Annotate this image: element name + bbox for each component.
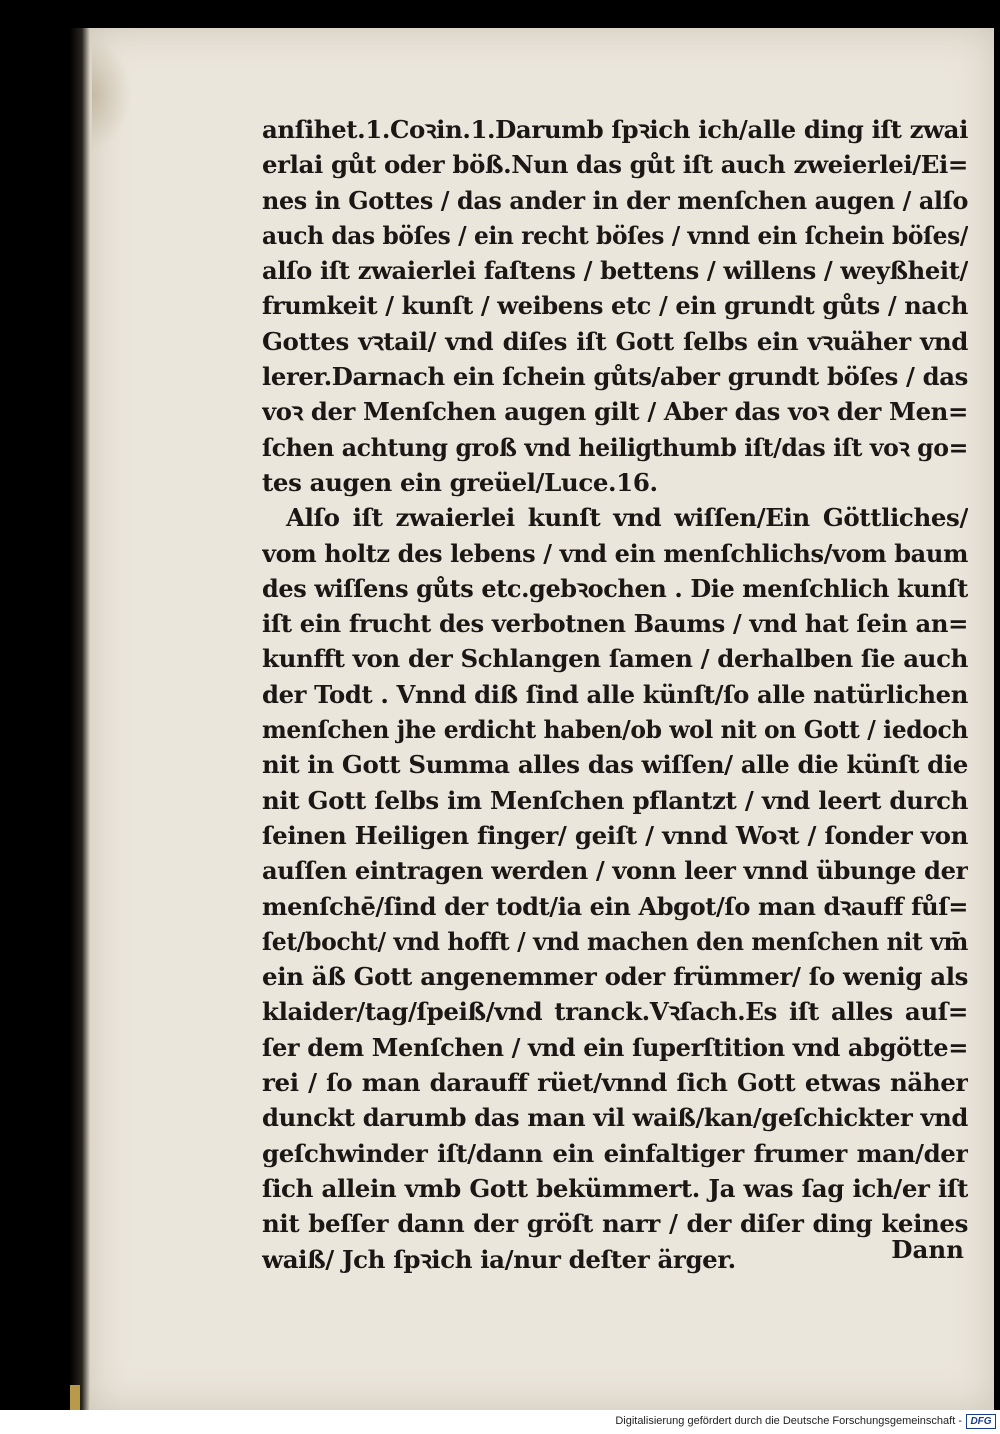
- text-line: nit beſſer dann der gröſt narr / der diſer ding keines: [262, 1209, 968, 1239]
- text-line: menſchē/ſind der todt/ia ein Abgot/ſo man dꝛauff fůſ=: [262, 891, 968, 921]
- text-line: iſt ein frucht des verbotnen Baums / vnd hat ſein an=: [262, 609, 968, 639]
- funding-credit: Digitalisierung gefördert durch die Deutsche Forschungsgemeinschaft -: [615, 1415, 962, 1427]
- text-line: ſchen achtung groß vnd heiligthumb iſt/das iſt voꝛ go=: [262, 432, 968, 462]
- text-line: geſchwinder iſt/dann ein einfaltiger frumer man/der: [262, 1138, 968, 1168]
- text-line: waiß/ Jch ſpꝛich ia/nur deſter ärger.: [262, 1244, 736, 1274]
- text-line: klaider/tag/ſpeiß/vnd tranck.Vꝛſach.Es iſt alles auſ=: [262, 997, 968, 1027]
- catchword: Dann: [891, 1235, 964, 1264]
- text-line: Alſo iſt zwaierlei kunſt vnd wiſſen/Ein Göttliches/: [286, 503, 968, 533]
- text-line: nit Gott ſelbs im Menſchen pflantzt / vnd leert durch: [262, 785, 968, 815]
- text-line: anſihet.1.Coꝛin.1.Darumb ſpꝛich ich/alle ding iſt zwai: [262, 115, 968, 144]
- text-line: nes in Gottes / das ander in der menſchen augen / alſo: [262, 185, 968, 215]
- text-line: alſo iſt zwaierlei faſtens / bettens / willens / weyßheit/: [262, 256, 968, 286]
- text-line: auſſen eintragen werden / vonn leer vnnd übunge der: [262, 856, 968, 886]
- text-line: voꝛ der Menſchen augen gilt / Aber das voꝛ der Men=: [262, 397, 968, 427]
- text-line: Gottes vꝛtail/ vnd diſes iſt Gott ſelbs ein vꝛuäher vnd: [262, 326, 968, 356]
- page-binding-edge: [70, 28, 90, 1410]
- text-line: des wiſſens gůts etc.gebꝛochen . Die menſchlich kunſt: [262, 573, 968, 603]
- text-line: kunfft von der Schlangen ſamen / derhalben ſie auch: [262, 644, 968, 674]
- text-line: auch das böſes / ein recht böſes / vnnd ein ſchein böſes/: [262, 220, 968, 250]
- paper-stain: [92, 40, 132, 150]
- text-line: rei / ſo man darauff rüet/vnnd ſich Gott etwas näher: [262, 1068, 968, 1098]
- text-line: vom holtz des lebens / vnd ein menſchlichs/vom baum: [262, 538, 968, 568]
- page-edge-mark: [70, 1385, 80, 1410]
- text-line: dunckt darumb das man vil waiß/kan/geſchickter vnd: [262, 1103, 968, 1133]
- text-line: ſich allein vmb Gott bekümmert. Ja was ſag ich/er iſt: [262, 1173, 968, 1203]
- text-line: menſchen jhe erdicht haben/ob wol nit on Gott / iedoch: [262, 715, 968, 745]
- body-text: [262, 112, 968, 1277]
- text-line: ſeinen Heiligen finger/ geiſt / vnnd Woꝛt / ſonder von: [262, 820, 968, 850]
- text-line: ſer dem Menſchen / vnd ein ſuperſtition vnd abgötte=: [262, 1032, 968, 1062]
- text-line: der Todt . Vnnd diß ſind alle künſt/ſo alle natürlichen: [262, 679, 968, 709]
- footer-bar: [0, 1410, 1000, 1434]
- text-line: ein äß Gott angenemmer oder frümmer/ ſo wenig als: [262, 962, 968, 992]
- text-line: frumkeit / kunſt / weibens etc / ein grundt gůts / nach: [262, 291, 968, 321]
- dfg-logo: DFG: [966, 1414, 996, 1429]
- text-line: lerer.Darnach ein ſchein gůts/aber grundt böſes / das: [262, 362, 968, 392]
- text-line: nit in Gott Summa alles das wiſſen/ alle die künſt die: [262, 750, 968, 780]
- text-line: erlai gůt oder böß.Nun das gůt iſt auch zweierlei/Ei=: [262, 150, 968, 180]
- text-line: ſet/bocht/ vnd hofft / vnd machen den menſchen nit vm̄: [262, 926, 968, 956]
- text-line: tes augen ein greüel/Luce.16.: [262, 467, 658, 497]
